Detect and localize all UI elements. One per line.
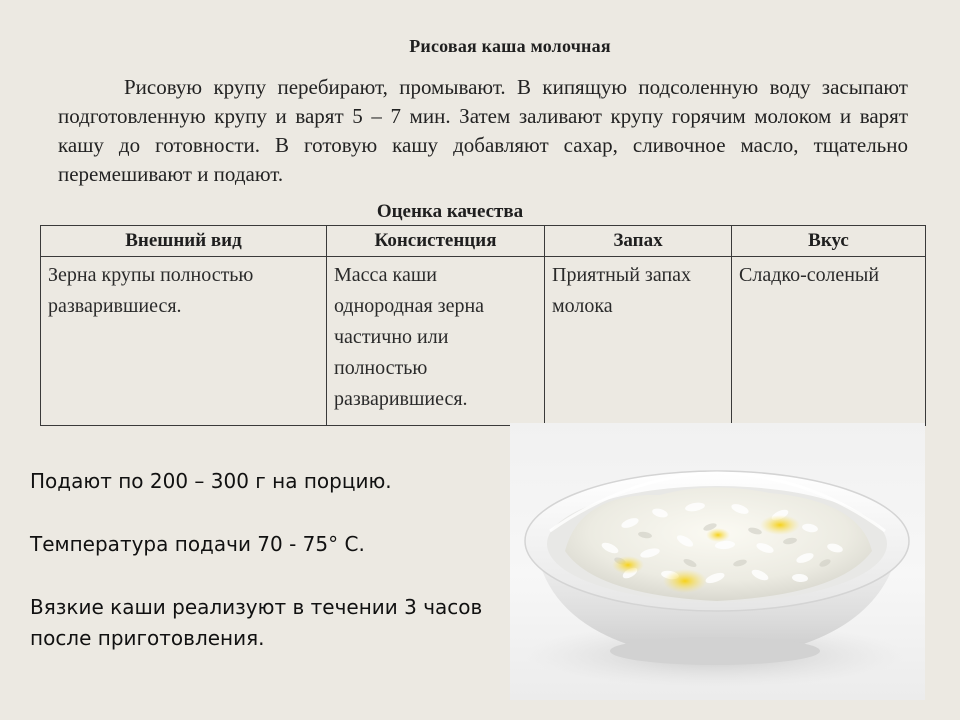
note-temperature: Температура подачи 70 - 75° С.: [30, 532, 365, 556]
document-title: Рисовая каша молочная: [409, 36, 611, 56]
header-smell: Запах: [545, 226, 732, 257]
cell-appearance: Зерна крупы полностью разварившиеся.: [41, 257, 327, 426]
cell-smell: Приятный запах молока: [545, 257, 732, 426]
table-header-row: [41, 226, 926, 257]
header-appearance: Внешний вид: [41, 226, 327, 257]
serving-notes: [30, 466, 510, 654]
note-storage: Вязкие каши реализуют в течении 3 часов после приготовления.: [30, 595, 483, 650]
table-row: [41, 257, 926, 426]
porridge-photo: [510, 423, 925, 700]
quality-caption: Оценка качества: [376, 201, 524, 222]
quality-table: [40, 225, 926, 426]
cell-taste: Сладко-соленый: [732, 257, 926, 426]
header-taste: Вкус: [732, 226, 926, 257]
note-portion: Подают по 200 – 300 г на порцию.: [30, 469, 392, 493]
cell-consistency: Масса каши однородная зерна частично или полностью разварившиеся.: [327, 257, 545, 426]
rice-porridge-bowl-image: [510, 423, 925, 700]
recipe-paragraph: Рисовую крупу перебирают, промывают. В кипящую подсоленную воду засыпают подготовленную крупу и варят 5 – 7 мин. Затем заливают крупу горячим молоком и варят кашу до готовности. В готовую кашу добавляют сахар, сливочное масло, тщательно перемешивают и подают.: [58, 75, 908, 186]
header-consistency: Консистенция: [327, 226, 545, 257]
